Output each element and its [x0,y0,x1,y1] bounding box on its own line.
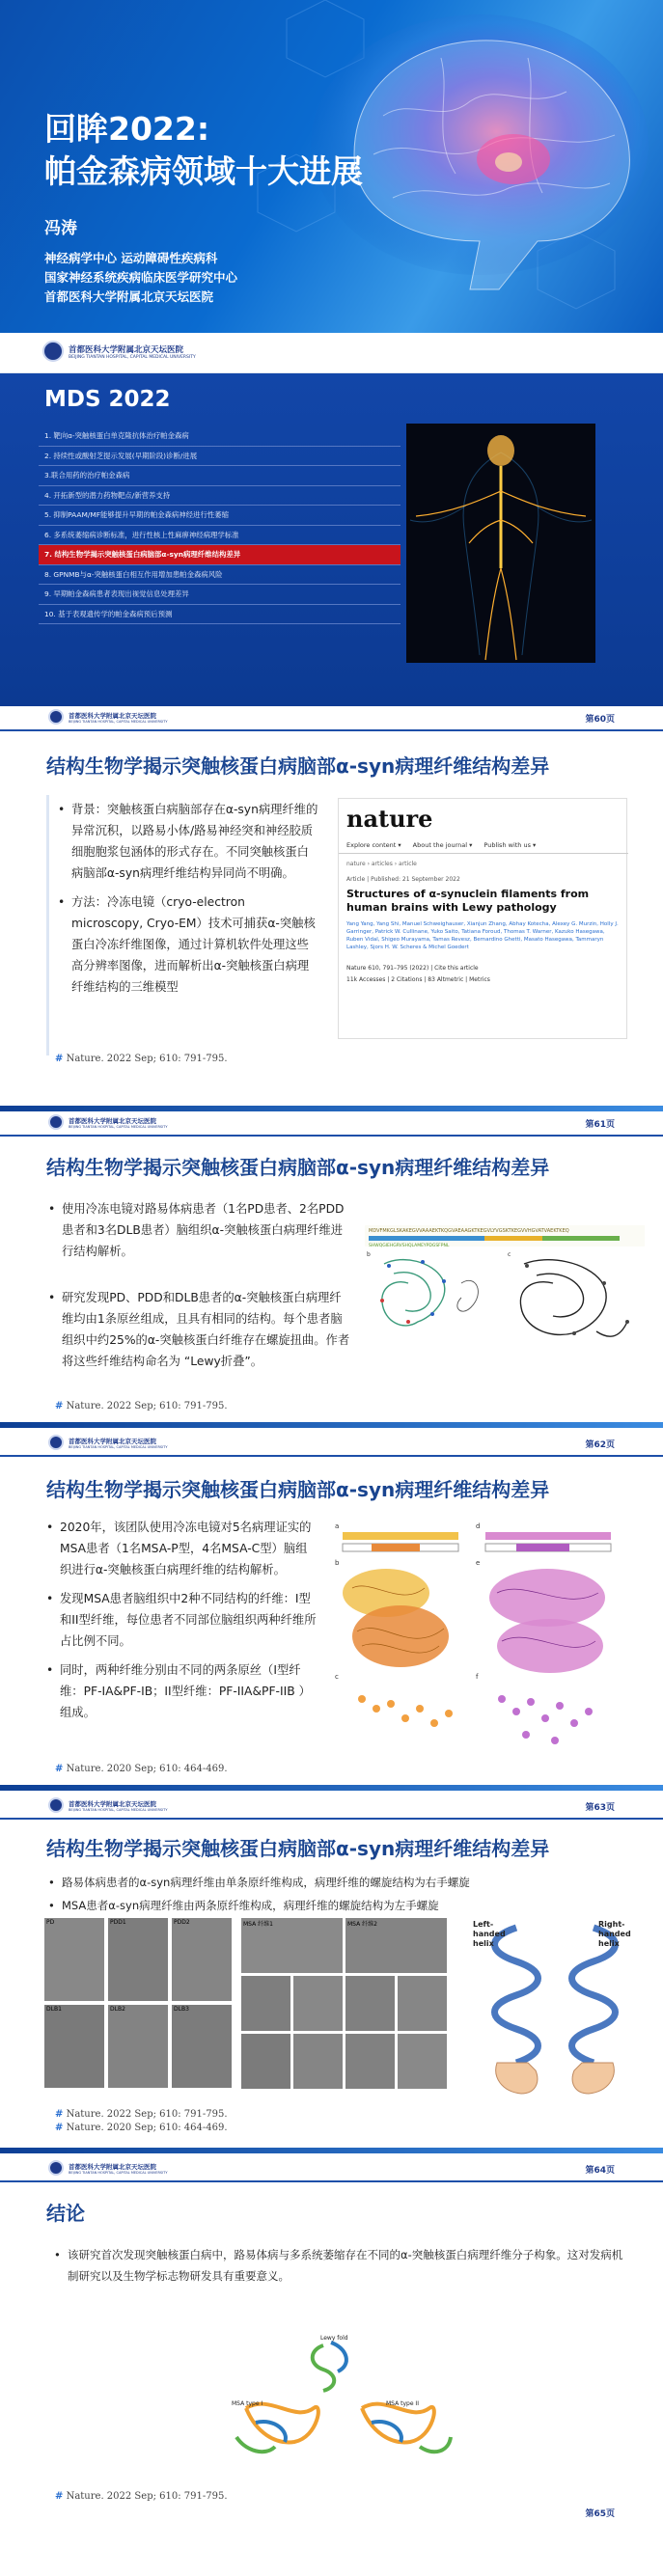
affiliation-2: 国家神经系统疾病临床医学研究中心 [44,270,238,285]
bullet-list [58,799,318,1005]
hospital-name-en: BEIJING TIANTAN HOSPITAL, CAPITAL MEDICAL UNIVERSITY [69,1444,168,1449]
hospital-seal-icon [48,1435,64,1450]
nature-nav [346,841,536,849]
svg-text:d: d [476,1522,481,1530]
reference-marker-icon: # [55,1054,64,1064]
cryoem-panel [398,1976,447,2031]
list-item: 4. 开拓新型的潜力药物靶点/新营养支持 [39,486,401,507]
panel-label: MSA 纤维2 [347,1921,377,1928]
hospital-name: 首都医科大学附属北京天坛医院 [69,2162,156,2171]
page-number: 第60页 [585,715,615,725]
panel-label: MSA 纤维1 [243,1921,273,1928]
title-line-1: 回眸2022: [44,110,210,148]
hospital-name: 首都医科大学附属北京天坛医院 [69,1799,156,1808]
list-item: 6. 多系统萎缩病诊断标准，进行性核上性麻痹神经病理学标准 [39,526,401,546]
hospital-name: 首都医科大学附属北京天坛医院 [69,1116,156,1125]
nature-article-screenshot [338,798,627,1039]
cryoem-panel [44,2005,104,2088]
cryoem-panel [241,2034,290,2089]
reference [55,2109,228,2120]
slide-heading: 结构生物学揭示突触核蛋白病脑部α-syn病理纤维结构差异 [46,1156,550,1179]
hospital-name-en: BEIJING TIANTAN HOSPITAL, CAPITAL MEDICAL UNIVERSITY [69,1807,168,1812]
page-number: 第61页 [585,1120,615,1130]
svg-text:b: b [335,1559,340,1567]
list-item: 3.联合用药的治疗帕金森病 [39,466,401,486]
list-item: • 背景：突触核蛋白病脑部存在α-syn病理纤维的异常沉积，以路易小体/路易神经突和神经胶质细胞胞浆包涵体的形式存在。不同突触核蛋白病脑部α-syn病理纤维结构异同尚不明确。 [58,799,318,884]
svg-text:f: f [476,1673,479,1681]
hospital-name-en: BEIJING TIANTAN HOSPITAL, CAPITAL MEDICAL UNIVERSITY [69,719,168,724]
footer-bar [0,1422,663,1428]
cryoem-panel [108,1918,168,2001]
hospital-logo [42,341,196,362]
reference-text: Nature. 2022 Sep; 610: 791-795. [66,1401,228,1411]
list-item: • MSA患者α-syn病理纤维由两条原纤维构成，病理纤维的螺旋结构为左手螺旋 [48,1895,627,1916]
page-header [0,1795,663,1820]
article-title: Structures of α-synuclein filaments from human brains with Lewy pathology [346,888,590,914]
cryoem-panel [345,1918,447,1973]
page-header [0,2157,663,2182]
reference-text: Nature. 2022 Sep; 610: 791-795. [66,2109,228,2120]
article-authors: Yang Yang, Yang Shi, Manuel Schweighauser, Xianjun Zhang, Abhay Kotecha, Alexey G. Murzin, Holly J. Garringer, Patrick W. Cullinane, Yuko Saito, Tatiana Foroud, Thomas T. Warner, Kazuko Hasegawa, Ruben Vidal, Shigeo Murayama, Tamas Revesz, Bernardino Ghetti, Masato Hasegawa, Tammaryn Lashley, Sjors H. W. Scheres & Michel Goedert [346,921,619,950]
hospital-logo [48,709,167,725]
list-item: 8. GPNMB与α-突触核蛋白相互作用增加患帕金森病风险 [39,565,401,586]
msa-filament-figure [333,1521,632,1752]
svg-text:b: b [367,1251,371,1258]
hospital-name-en: BEIJING TIANTAN HOSPITAL, CAPITAL MEDICAL UNIVERSITY [69,1124,168,1129]
list-item: 1. 靶向ɑ-突触核蛋白单克隆抗体治疗帕金森病 [39,426,401,447]
panel-label: PD [46,1919,55,1926]
footer-bar [0,2148,663,2153]
hospital-band [0,333,663,373]
cryoem-panel [241,1918,343,1973]
nav-item: About the journal ▾ [412,841,473,849]
svg-text:MDVFMKGLSKAKEGVVAAAEKTKQGVAEAA: MDVFMKGLSKAKEGVVAAAEKTKQGVAEAAGKTKEGVLYVGSKTKEGVVHGVATVAEKTKEQ [369,1228,569,1234]
list-item: 5. 抑制PAAM/MF能够提升早期的帕金森病神经进行性萎缩 [39,506,401,526]
svg-text:e: e [476,1559,481,1567]
page-header [0,706,663,731]
reference-text: Nature. 2022 Sep; 610: 791-795. [66,1054,228,1064]
reference [55,1764,228,1774]
list-item: • 同时，两种纤维分别由不同的两条原丝（I型纤维：PF-IA&PF-IB；II型纤维：PF-IIA&PF-IIB ）组成。 [46,1659,317,1723]
reference-marker-icon: # [55,1401,64,1411]
list-item: • 使用冷冻电镜对路易体病患者（1名PD患者、2名PDD患者和3名DLB患者）脑组织α-突触核蛋白病理纤维进行结构解析。 [48,1198,352,1262]
title-line-2: 帕金森病领域十大进展 [44,152,363,190]
divider [339,853,628,854]
reference-text: Nature. 2022 Sep; 610: 791-795. [66,2491,228,2502]
nervous-system-figure [406,424,595,663]
slide-64 [0,1795,663,2157]
affiliation-1: 神经病学中心 运动障碍性疾病科 [44,251,218,265]
svg-text:c: c [508,1251,511,1258]
slide-heading: 结论 [46,2202,85,2225]
fig-label: MSA type II [386,2400,419,2407]
page-header [0,1111,663,1137]
reference [55,1401,228,1411]
list-item: • 路易体病患者的α-syn病理纤维由单条原纤维构成，病理纤维的螺旋结构为右手螺旋 [48,1872,627,1893]
nature-logo: nature [346,805,433,833]
author-name: 冯涛 [44,219,77,238]
cryoem-panel [241,1976,290,2031]
hospital-name-en: BEIJING TIANTAN HOSPITAL, CAPITAL MEDICAL UNIVERSITY [69,2170,168,2175]
affiliations [44,249,237,307]
hospital-name: 首都医科大学附属北京天坛医院 [69,344,184,355]
page-header [0,1432,663,1457]
cryoem-panel [345,2034,395,2089]
mds-slide [0,373,663,706]
reference-marker-icon: # [55,2491,64,2502]
list-item: • 方法：冷冻电镜（cryo-electron microscopy, Cryo-EM）技术可捕获α-突触核蛋白冷冻纤维图像，通过计算机软件处理这些高分辨率图像，进而解析出α-突触核蛋白病理纤维结构的三维模型 [58,891,318,998]
bullet-list [54,2244,623,2294]
lewy-cryoem-grid [44,1918,234,2092]
cryoem-panel [172,1918,232,2001]
panel-label: PDD2 [174,1919,190,1926]
slide-65 [0,2157,663,2520]
reference-marker-icon: # [55,2109,64,2120]
reference-text: Nature. 2020 Sep; 610: 464-469. [66,2123,228,2133]
page-number: 第64页 [585,2166,615,2176]
title-slide [0,0,663,333]
journal-line: Nature 610, 791–795 (2022) | Cite this article [346,965,479,972]
slide-62 [0,1111,663,1432]
reference [55,2123,228,2133]
svg-text:a: a [335,1522,340,1530]
reference [55,2491,228,2502]
hospital-seal-icon [48,1797,64,1813]
list-item: • 2020年，该团队使用冷冻电镜对5名病理证实的MSA患者（1名MSA-P型，4名MSA-C型）脑组织进行α-突触核蛋白病理纤维的结构解析。 [46,1517,317,1580]
page-number: 第65页 [585,2509,615,2519]
hospital-seal-icon [48,709,64,725]
list-item: 2. 持续性或酸射芝提示发展(早期阶段)诊断/进展 [39,447,401,467]
slide-heading: 结构生物学揭示突触核蛋白病脑部α-syn病理纤维结构差异 [46,754,550,778]
page-number: 第63页 [585,1803,615,1813]
reference-marker-icon: # [55,2123,64,2133]
list-item-highlighted: 7. 结构生物学揭示突触核蛋白病脑部α-syn病理纤维结构差异 [39,545,401,565]
panel-label: DLB2 [110,2006,125,2013]
cryoem-panel [345,1976,395,2031]
list-item: 9. 早期帕金森病患者表现出视觉信息处理差异 [39,585,401,605]
list-item: • 研究发现PD、PDD和DLB患者的α-突触核蛋白病理纤维均由1条原丝组成，且具有相同的结构。每个患者脑组织中约25%的α-突触核蛋白纤维存在螺旋扭曲。作者将这些纤维结构命名为 “Lewy折叠”。 [48,1287,352,1372]
hospital-seal-icon [48,2160,64,2176]
bullet-list [46,1517,317,1731]
panel-label: DLB1 [46,2006,62,2013]
svg-text:c: c [335,1673,339,1681]
nav-item: Explore content ▾ [346,841,401,849]
slide-63 [0,1432,663,1795]
nav-item: Publish with us ▾ [483,841,537,849]
bullet-list [48,1198,352,1380]
cryoem-panel [398,2034,447,2089]
reference-marker-icon: # [55,1764,64,1774]
affiliation-3: 首都医科大学附属北京天坛医院 [44,289,214,304]
right-handed-label: Right-handed helix [598,1920,631,1948]
list-item: • 发现MSA患者脑组织中2种不同结构的纤维：I型和II型纤维，每位患者不同部位脑组织两种纤维所占比例不同。 [46,1588,317,1652]
cryoem-panel [108,2005,168,2088]
left-handed-label: Left-handed helix [473,1920,506,1948]
hospital-name: 首都医科大学附属北京天坛医院 [69,1437,156,1445]
cryoem-panel [293,1976,343,2031]
mds-heading: MDS 2022 [44,387,171,412]
msa-cryoem-grid [241,1918,449,2092]
list-item: • 该研究首次发现突触核蛋白病中，路易体病与多系统萎缩存在不同的α-突触核蛋白病理纤维分子构象。这对发病机制研究以及生物学标志物研发具有重要意义。 [54,2244,623,2287]
slide-61 [0,706,663,1111]
reference [55,1054,228,1064]
cryoem-panel [293,2034,343,2089]
hospital-name-en: BEIJING TIANTAN HOSPITAL, CAPITAL MEDICAL UNIVERSITY [69,354,196,360]
svg-text:SHWQGIEHGRVSHQLAMEYPDGSFPNL: SHWQGIEHGRVSHQLAMEYPDGSFPNL [369,1244,450,1248]
article-metrics: 11k Accesses | 2 Citations | 83 Altmetric | Metrics [346,976,490,983]
mds-list [39,426,401,624]
divider [46,795,49,1055]
fig-label: Lewy fold [320,2335,348,2342]
slide-heading: 结构生物学揭示突触核蛋白病脑部α-syn病理纤维结构差异 [46,1478,550,1501]
hospital-logo [48,1114,167,1130]
slide-heading: 结构生物学揭示突触核蛋白病脑部α-syn病理纤维结构差异 [46,1837,550,1860]
fig-label: MSA type I [232,2400,263,2407]
hospital-seal-icon [42,341,64,362]
hospital-seal-icon [48,1114,64,1130]
cryoem-panel [172,2005,232,2088]
list-item: 10. 基于表观遗传学的帕金森病预后预测 [39,605,401,625]
conclusion-structure-figure [217,2331,458,2485]
hospital-name: 首都医科大学附属北京天坛医院 [69,711,156,720]
bullet-list [48,1872,627,1924]
footer-bar [0,1785,663,1791]
breadcrumb: nature › articles › article [346,861,417,867]
lewy-fold-structure-figure [365,1225,645,1360]
page-number: 第62页 [585,1440,615,1450]
article-meta: Article | Published: 21 September 2022 [346,876,460,883]
panel-label: PDD1 [110,1919,126,1926]
hospital-logo [48,1797,167,1813]
reference-text: Nature. 2020 Sep; 610: 464-469. [66,1764,228,1774]
hospital-logo [48,1435,167,1450]
cryoem-panel [44,1918,104,2001]
hospital-logo [48,2160,167,2176]
panel-label: DLB3 [174,2006,189,2013]
main-title [44,108,363,193]
